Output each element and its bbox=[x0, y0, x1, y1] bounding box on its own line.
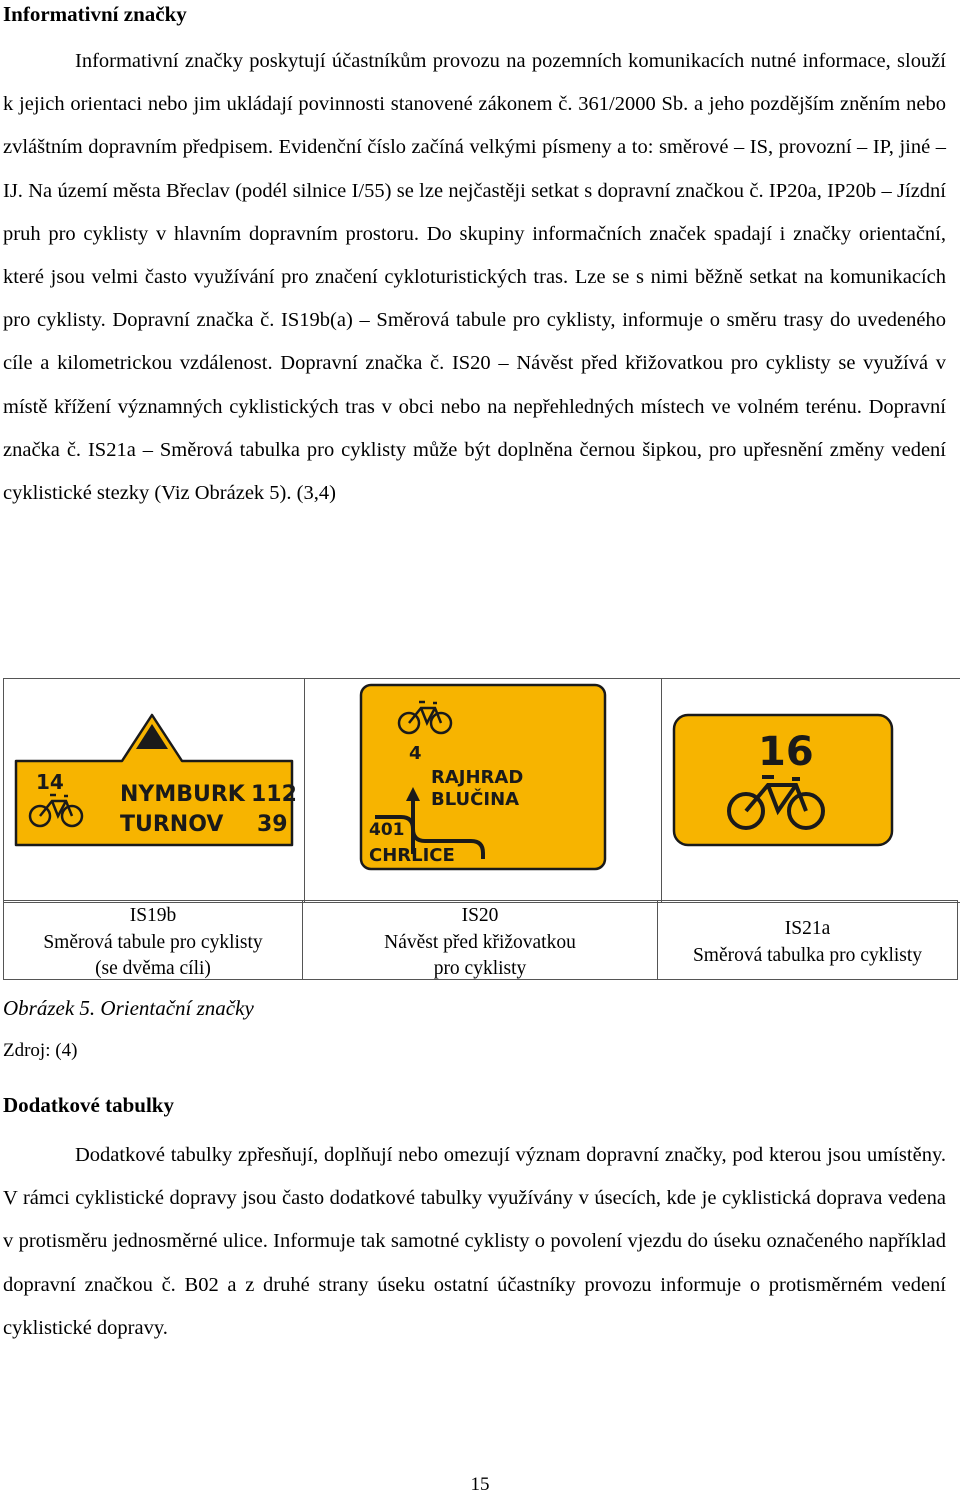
sign-is19b-dest1: NYMBURK bbox=[120, 782, 245, 807]
caption-is21a-line1: IS21a bbox=[784, 918, 831, 939]
sign-is20-dest-c: CHRLICE bbox=[369, 845, 455, 866]
sign-is19b-dist1: 112 bbox=[251, 782, 297, 807]
sign-is20 bbox=[305, 679, 661, 897]
sign-is20-dest-b: BLUČINA bbox=[431, 789, 520, 810]
section-heading-supplementary: Dodatkové tabulky bbox=[3, 1093, 174, 1117]
caption-is20-line2: Návěst před křižovatkou bbox=[384, 931, 576, 953]
figure-source: Zdroj: (4) bbox=[3, 1040, 78, 1061]
caption-is19b-line3: (se dvěma cíli) bbox=[95, 958, 211, 979]
sign-cell-is19b bbox=[4, 679, 305, 903]
section-heading-informative: Informativní značky bbox=[3, 2, 187, 26]
sign-is20-straight-km: 4 bbox=[409, 743, 422, 764]
sign-is20-route: 401 bbox=[369, 820, 405, 840]
caption-is20-line3: pro cyklisty bbox=[433, 958, 527, 979]
paragraph-informative: Informativní značky poskytují účastníkům provozu na pozemních komunikacích nutné informace, slouží k jejich orientaci nebo jim ukládají povinnosti stanovené zákonem č. 361/2000 Sb. a jeho pozdějším zněním nebo zvláštním dopravním předpisem. Evidenční číslo začíná velkými písmeny a to: směrové – IS, provozní – IP, jiné – IJ. Na území města Břeclav (podél silnice I/55) se lze nejčastěji setkat s dopravní značkou č. IP20a, IP20b – Jízdní pruh pro cyklisty v hlavním dopravním prostoru. Do skupiny informačních značek spadají i značky orientační, které jsou velmi často využívání pro značení cykloturistických tras. Lze se s nimi běžně setkat na komunikacích pro cyklisty. Dopravní značka č. IS19b(a) – Směrová tabule pro cyklisty, informuje o směru trasy do uvedeného cíle a kilometrickou vzdálenost. Dopravní značka č. IS20 – Návěst před křižovatkou pro cyklisty se využívá v místě křížení významných cyklistických tras v obci nebo na nepřehledných místech ve volném terénu. Dopravní značka č. IS21a – Směrová tabulka pro cyklisty může být doplněna černou šipkou, pro upřesnění změny vedení cyklistické stezky (Viz Obrázek 5). (3,4) bbox=[3, 50, 946, 505]
sign-cell-is20 bbox=[305, 679, 662, 903]
caption-is21a-line2: Směrová tabulka pro cyklisty bbox=[692, 944, 923, 966]
paragraph-supplementary: Dodatkové tabulky zpřesňují, doplňují nebo omezují význam dopravní značky, pod kterou jsou umístěny. V rámci cyklistické dopravy jsou často dodatkové tabulky využívány v úsecích, kde je cyklistická doprava vedena v protisměru jednosměrné ulice. Informuje tak samotné cyklisty o povolení vjezdu do úseku označeného například dopravní značkou č. B02 a z druhé strany úseku ostatní účastníky provozu informuje o protisměrném vedení cyklistické dopravy. bbox=[3, 1144, 946, 1339]
sign-is19b-dist2: 39 bbox=[257, 812, 288, 837]
sign-is20-dest-a: RAJHRAD bbox=[431, 767, 524, 788]
sign-is19b-dest2: TURNOV bbox=[120, 812, 224, 837]
caption-is19b bbox=[3, 900, 303, 980]
caption-is19b-line1: IS19b bbox=[129, 905, 177, 926]
sign-is21a bbox=[662, 679, 960, 897]
caption-is20-line1: IS20 bbox=[461, 905, 499, 926]
caption-is19b-line2: Směrová tabule pro cyklisty bbox=[43, 931, 263, 953]
page-number: 15 bbox=[470, 1474, 490, 1495]
sign-is19b bbox=[4, 679, 304, 897]
sign-cell-is21a bbox=[662, 679, 960, 903]
sign-is21a-number: 16 bbox=[758, 729, 814, 775]
figure-caption: Obrázek 5. Orientační značky bbox=[3, 996, 254, 1020]
sign-is19b-km: 14 bbox=[36, 770, 64, 794]
caption-is21a bbox=[657, 900, 958, 980]
caption-is20 bbox=[302, 900, 658, 980]
